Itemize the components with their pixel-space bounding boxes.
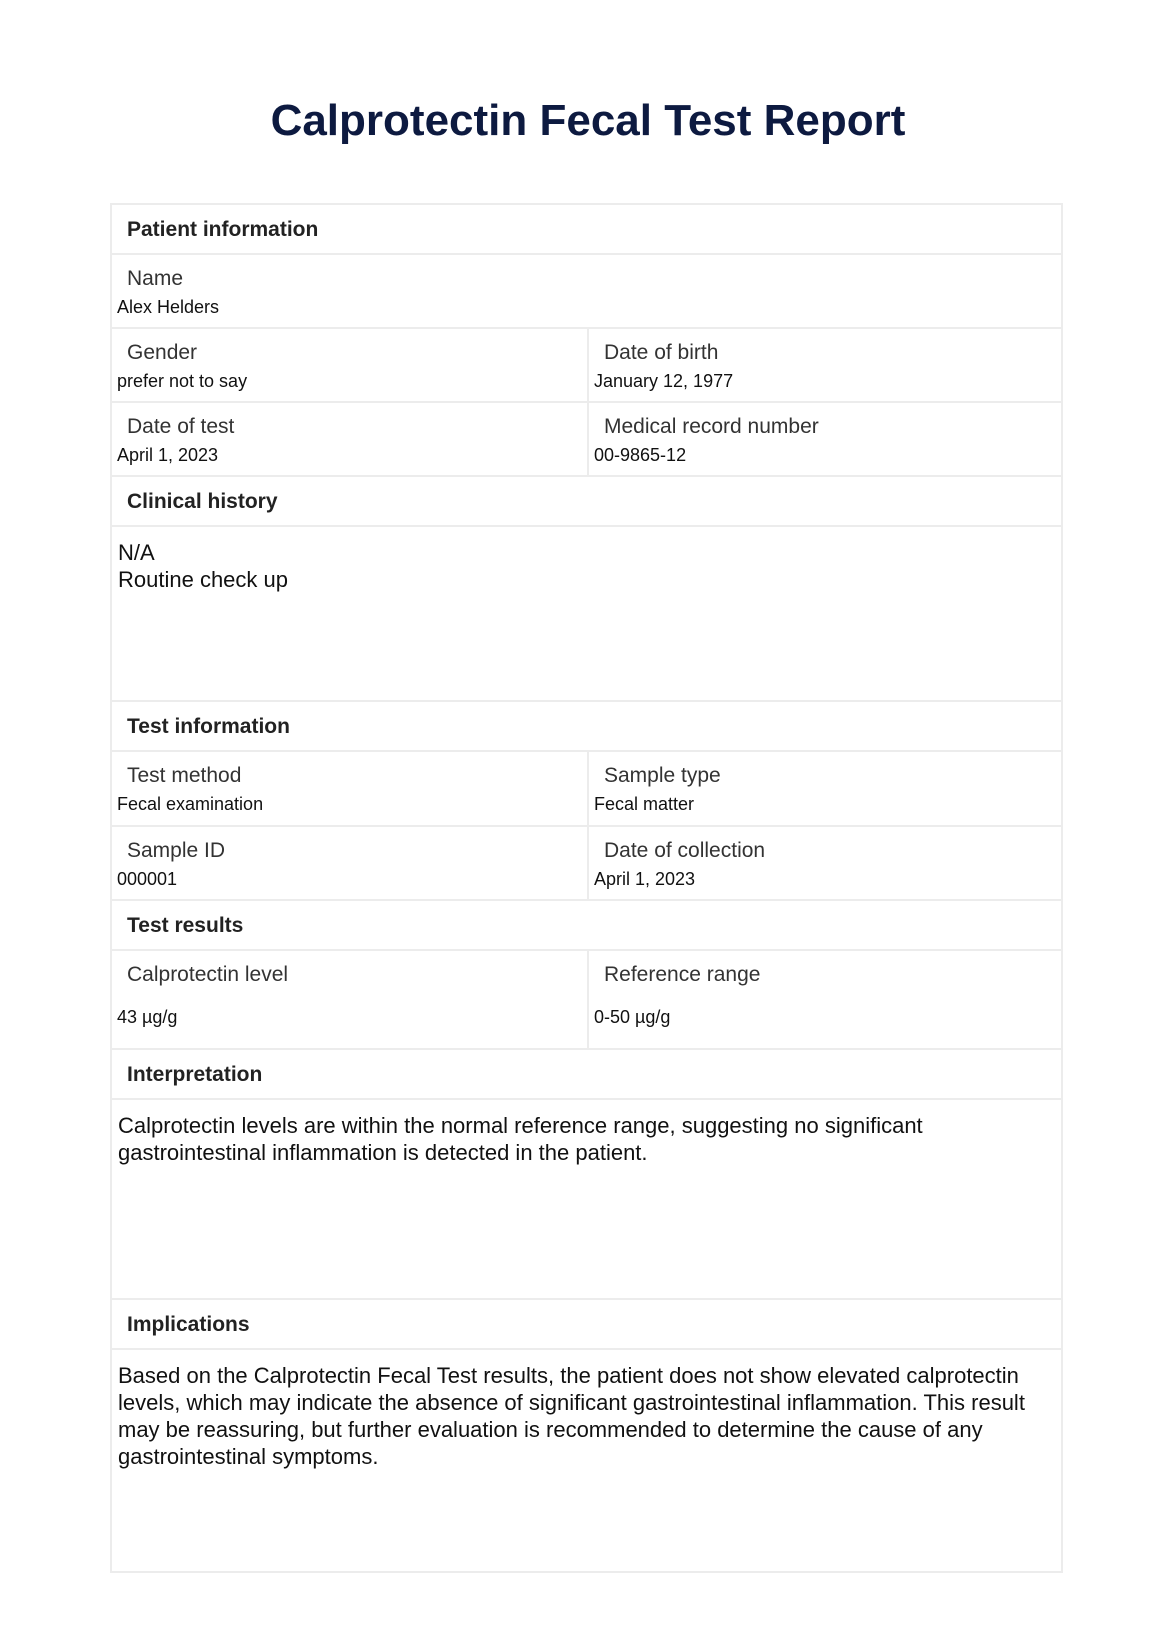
section-header-results <box>112 901 1061 951</box>
field-value: 00-9865-12 <box>594 445 687 465</box>
field-value: prefer not to say <box>117 371 248 391</box>
field-row <box>112 752 1061 827</box>
field-label: Date of birth <box>604 341 719 364</box>
field-date-of-test <box>112 403 589 475</box>
field-value: January 12, 1977 <box>594 371 734 391</box>
section-header-patient <box>112 205 1061 255</box>
interpretation-text: Calprotectin levels are within the normal reference range, suggesting no significant gastrointestinal inflammation is detected in the patient. <box>118 1113 923 1165</box>
report-table <box>110 203 1063 1573</box>
field-reference-range <box>589 951 1061 1048</box>
section-header-interpretation <box>112 1050 1061 1100</box>
field-label: Reference range <box>604 963 761 986</box>
field-gender <box>112 329 589 401</box>
implications-body <box>112 1350 1061 1571</box>
field-test-method <box>112 752 589 825</box>
section-heading: Implications <box>127 1313 250 1336</box>
field-value: 000001 <box>117 869 178 889</box>
field-calprotectin-level <box>112 951 589 1048</box>
field-label: Gender <box>127 341 198 364</box>
field-value: Fecal matter <box>594 794 695 814</box>
field-value: April 1, 2023 <box>117 445 219 465</box>
field-label: Medical record number <box>604 415 819 438</box>
field-value: April 1, 2023 <box>594 869 696 889</box>
field-label: Sample type <box>604 764 721 787</box>
field-row <box>112 329 1061 403</box>
section-heading: Clinical history <box>127 490 278 513</box>
section-header-clinical <box>112 477 1061 527</box>
field-label: Name <box>127 267 184 290</box>
interpretation-body <box>112 1100 1061 1300</box>
field-label: Date of test <box>127 415 235 438</box>
field-name <box>112 255 1061 327</box>
field-value: Fecal examination <box>117 794 264 814</box>
field-dob <box>589 329 1061 401</box>
section-heading: Patient information <box>127 218 319 241</box>
field-label: Calprotectin level <box>127 963 289 986</box>
field-label: Date of collection <box>604 839 766 862</box>
field-row <box>112 403 1061 477</box>
field-sample-id <box>112 827 589 899</box>
section-heading: Test information <box>127 715 290 738</box>
section-header-test-info <box>112 702 1061 752</box>
field-value: Alex Helders <box>117 297 220 317</box>
field-value: 0-50 µg/g <box>594 1007 671 1027</box>
section-heading: Interpretation <box>127 1063 263 1086</box>
section-heading: Test results <box>127 914 244 937</box>
section-header-implications <box>112 1300 1061 1350</box>
field-label: Sample ID <box>127 839 226 862</box>
clinical-line: N/A <box>118 540 155 565</box>
field-label: Test method <box>127 764 242 787</box>
field-value: 43 µg/g <box>117 1007 178 1027</box>
field-row <box>112 827 1061 901</box>
field-row <box>112 255 1061 329</box>
field-sample-type <box>589 752 1061 825</box>
field-mrn <box>589 403 1061 475</box>
page-title: Calprotectin Fecal Test Report <box>270 96 906 145</box>
field-collection-date <box>589 827 1061 899</box>
implications-text: Based on the Calprotectin Fecal Test results, the patient does not show elevated calprotectin levels, which may indicate the absence of significant gastrointestinal inflammation. This result may be reassuring, but further evaluation is recommended to determine the cause of any gastrointestinal symptoms. <box>118 1363 1025 1469</box>
clinical-history-body <box>112 527 1061 702</box>
clinical-line: Routine check up <box>118 567 288 592</box>
field-row <box>112 951 1061 1050</box>
